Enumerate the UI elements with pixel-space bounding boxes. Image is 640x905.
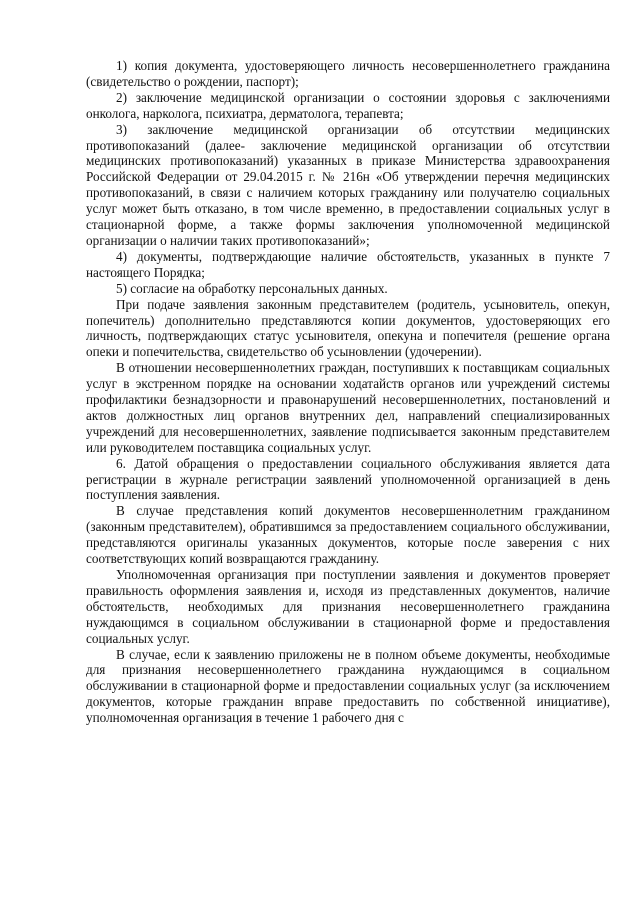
paragraph-legal-representative: При подаче заявления законным представителем (родитель, усыновитель, опекун, попечитель) дополнительно представляются копии документов, удостоверяющих его личность, подтверждающих статус усыновителя, опекуна и попечителя (решение органа опеки и попечительства, свидетельство об усыновлении (удочерении). bbox=[86, 296, 610, 360]
document-page bbox=[86, 58, 610, 726]
paragraph-verification: Уполномоченная организация при поступлении заявления и документов проверяет правильность оформления заявления и, исходя из представленных документов, наличие обстоятельств, необходимых для признания несовершеннолетнего гражданина нуждающимся в социальном обслуживании в стационарной форме и предоставления социальных услуг. bbox=[86, 567, 610, 646]
paragraph-document-copies: В случае представления копий документов несовершеннолетним гражданином (законным представителем), обратившимся за предоставлением социального обслуживании, представляются оригиналы указанных документов, которые после заверения с них соответствующих копий возвращаются гражданину. bbox=[86, 503, 610, 567]
paragraph-application-date: 6. Датой обращения о предоставлении социального обслуживания является дата регистрации в журнале регистрации заявлений уполномоченной организацией в день поступления заявления. bbox=[86, 455, 610, 503]
paragraph-incomplete-documents: В случае, если к заявлению приложены не в полном объеме документы, необходимые для признания несовершеннолетнего гражданина нуждающимся в социальном обслуживании в стационарной форме и предоставлении социальных услуг (за исключением документов, которые гражданин вправе предоставить по собственной инициативе), уполномоченная организация в течение 1 рабочего дня с bbox=[86, 646, 610, 726]
list-item-circumstances-documents: 4) документы, подтверждающие наличие обстоятельств, указанных в пункте 7 настоящего Порядка; bbox=[86, 248, 610, 280]
list-item-no-contraindications: 3) заключение медицинской организации об отсутствии медицинских противопоказаний (далее- заключение медицинской организации об отсутствии медицинских противопоказаний) указанных в приказе Министерства здравоохранения Российской Федерации от 29.04.2015 г. № 216н «Об утверждении перечня медицинских противопоказаний, в связи с наличием которых гражданину или получателю социальных услуг может быть отказано, в том числе временно, в предоставлении социальных услуг в стационарной форме, а также формы заключения уполномоченной медицинской организации о наличии таких противопоказаний»; bbox=[86, 121, 610, 248]
list-item-passport-copy: 1) копия документа, удостоверяющего личность несовершеннолетнего гражданина (свидетельство о рождении, паспорт); bbox=[86, 58, 610, 89]
list-item-health-conclusion: 2) заключение медицинской организации о состоянии здоровья с заключениями онколога, нарколога, психиатра, дерматолога, терапевта; bbox=[86, 89, 610, 121]
paragraph-emergency-admission: В отношении несовершеннолетних граждан, поступивших к поставщикам социальных услуг в экстренном порядке на основании ходатайств органов или учреждений системы профилактики безнадзорности и правонарушений несовершеннолетних, постановлений и актов должностных лиц органов внутренних дел, направлений специализированных учреждений для несовершеннолетних, заявление подписывается законным представителем или руководителем поставщика социальных услуг. bbox=[86, 360, 610, 455]
list-item-personal-data-consent: 5) согласие на обработку персональных данных. bbox=[116, 280, 388, 296]
